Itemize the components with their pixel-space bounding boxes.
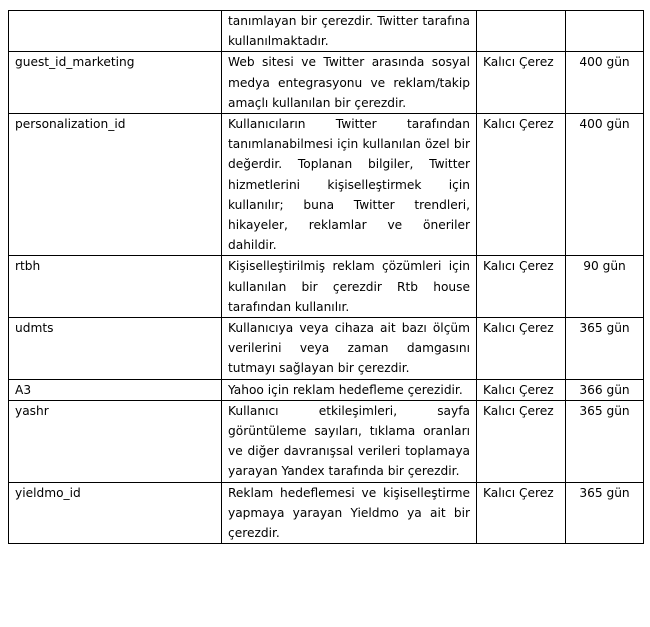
table-row [9,482,644,544]
table-row [9,11,644,52]
cookie-name-cell: udmts [9,318,222,380]
table-row [9,256,644,318]
cookie-duration-cell: 400 gün [566,114,644,256]
cookie-name-cell: rtbh [9,256,222,318]
cookie-name-cell: yashr [9,400,222,482]
cookie-duration-cell: 365 gün [566,318,644,380]
cookie-duration-cell: 90 gün [566,256,644,318]
cookie-description-cell: Yahoo için reklam hedefleme çerezidir. [222,379,477,400]
cookie-type-cell [477,11,566,52]
cookie-duration-cell: 366 gün [566,379,644,400]
cookie-type-cell: Kalıcı Çerez [477,318,566,380]
cookie-description-cell: tanımlayan bir çerezdir. Twitter tarafına kullanılmaktadır. [222,11,477,52]
cookie-type-cell: Kalıcı Çerez [477,482,566,544]
cookie-description-cell: Reklam hedeflemesi ve kişiselleştirme yapmaya yarayan Yieldmo ya ait bir çerezdir. [222,482,477,544]
cookie-description-cell: Kullanıcı etkileşimleri, sayfa görüntüleme sayıları, tıklama oranları ve diğer davranışsal verileri toplamaya yarayan Yandex tarafında bir çerezdir. [222,400,477,482]
cookie-type-cell: Kalıcı Çerez [477,256,566,318]
table-row [9,52,644,114]
cookie-type-cell: Kalıcı Çerez [477,52,566,114]
cookie-type-cell: Kalıcı Çerez [477,379,566,400]
cookie-table [8,10,644,544]
cookie-description-cell: Web sitesi ve Twitter arasında sosyal medya entegrasyonu ve reklam/takip amaçlı kullanılan bir çerezdir. [222,52,477,114]
cookie-duration-cell: 365 gün [566,482,644,544]
cookie-description-cell: Kişiselleştirilmiş reklam çözümleri için kullanılan bir çerezdir Rtb house tarafından kullanılır. [222,256,477,318]
table-row [9,114,644,256]
cookie-duration-cell [566,11,644,52]
cookie-type-cell: Kalıcı Çerez [477,114,566,256]
cookie-name-cell [9,11,222,52]
table-row [9,379,644,400]
cookie-duration-cell: 400 gün [566,52,644,114]
cookie-description-cell: Kullanıcıların Twitter tarafından tanımlanabilmesi için kullanılan özel bir değerdir. Toplanan bilgiler, Twitter hizmetlerini kişiselleştirmek için kullanılır; buna Twitter trendleri, hikayeler, reklamlar ve öneriler dahildir. [222,114,477,256]
cookie-name-cell: personalization_id [9,114,222,256]
cookie-description-cell: Kullanıcıya veya cihaza ait bazı ölçüm verilerini veya zaman damgasını tutmayı sağlayan bir çerezdir. [222,318,477,380]
cookie-duration-cell: 365 gün [566,400,644,482]
cookie-type-cell: Kalıcı Çerez [477,400,566,482]
cookie-name-cell: A3 [9,379,222,400]
cookie-name-cell: guest_id_marketing [9,52,222,114]
cookie-name-cell: yieldmo_id [9,482,222,544]
table-row [9,400,644,482]
table-row [9,318,644,380]
